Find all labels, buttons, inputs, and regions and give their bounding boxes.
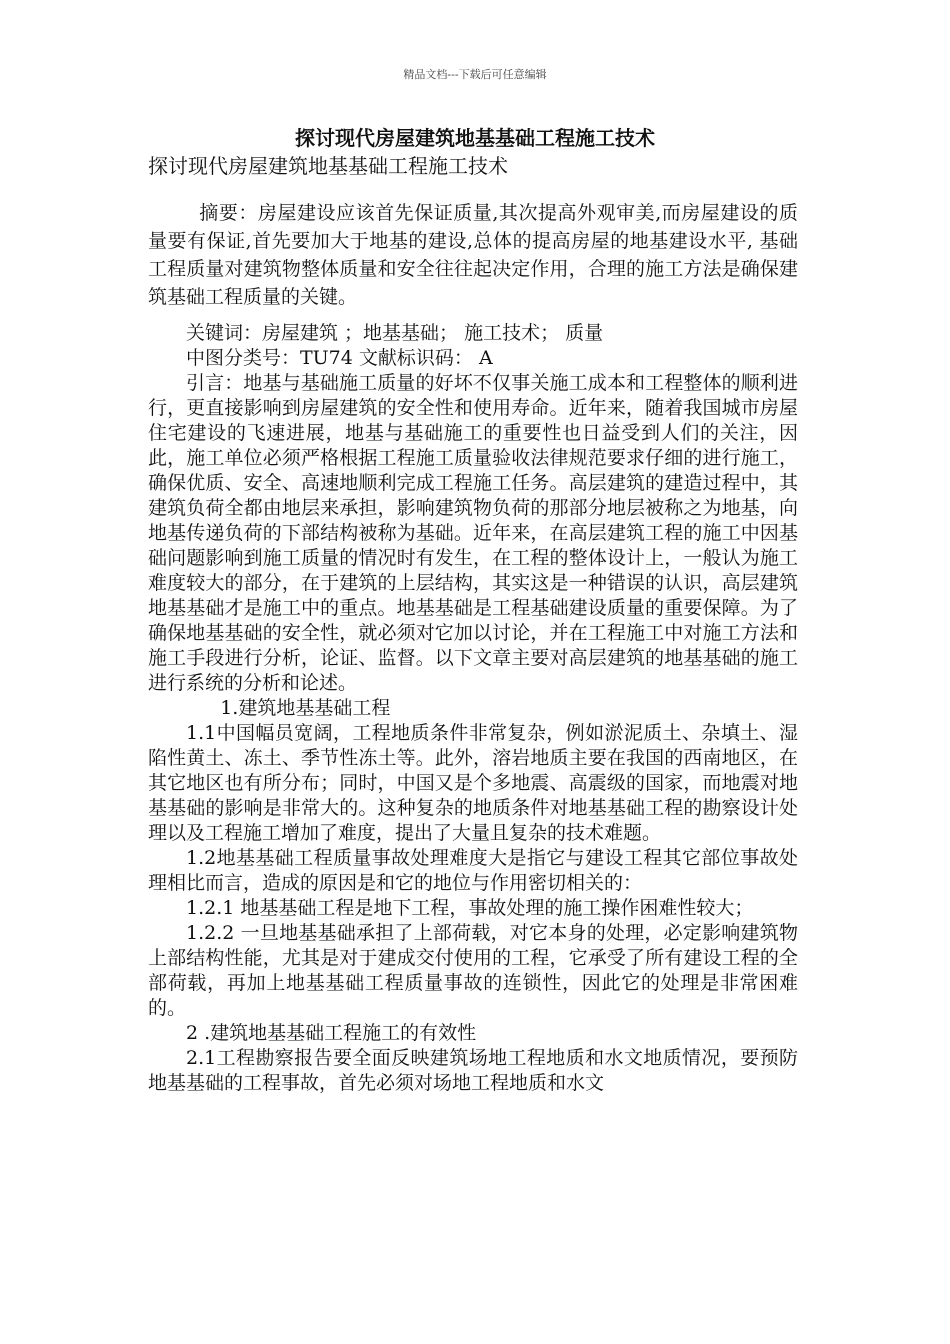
classification-line: 中图分类号：TU74 文献标识码： A <box>186 347 493 369</box>
intro-paragraph: 引言：地基与基础施工质量的好坏不仅事关施工成本和工程整体的顺利进行，更直接影响到房屋建筑的安全性和使用寿命。近年来，随着我国城市房屋住宅建设的飞速进展，地基与基础施工的重要性也日益受到人们的关注，因此，施工单位必须严格根据工程施工质量验收法律规范要求仔细的进行施工，确保优质、安全、高速地顺利完成工程施工任务。高层建筑的建造过程中，其建筑负荷全都由地层来承担，影响建筑物负荷的那部分地层被称之为地基，向地基传递负荷的下部结构被称为基础。近年来，在高层建筑工程的施工中因基础问题影响到施工质量的情况时有发生，在工程的整体设计上，一般认为施工难度较大的部分，在于建筑的上层结构，其实这是一种错误的认识，高层建筑地基基础才是施工中的重点。地基基础是工程基础建设质量的重要保障。为了确保地基基础的安全性，就必须对它加以讨论，并在工程施工中对施工方法和施工手段进行分析，论证、监督。以下文章主要对高层建筑的地基基础的施工进行系统的分析和论述。 <box>148 372 798 694</box>
document-subtitle: 探讨现代房屋建筑地基基础工程施工技术 <box>148 154 508 178</box>
paragraph-1-1: 1.1中国幅员宽阔，工程地质条件非常复杂，例如淤泥质土、杂填土、湿陷性黄土、冻土、季节性冻土等。此外，溶岩地质主要在我国的西南地区，在其它地区也有所分布；同时，中国又是个多地震、高震级的国家，而地震对地基基础的影响是非常大的。这种复杂的地质条件对地基基础工程的勘察设计处理以及工程施工增加了难度，提出了大量且复杂的技术难题。 <box>148 722 798 844</box>
paragraph-1-2: 1.2地基基础工程质量事故处理难度大是指它与建设工程其它部位事故处理相比而言，造成的原因是和它的地位与作用密切相关的： <box>148 847 798 894</box>
paragraph-2-1: 2.1工程勘察报告要全面反映建筑场地工程地质和水文地质情况，要预防地基基础的工程事故，首先必须对场地工程地质和水文 <box>148 1047 798 1094</box>
paragraph-1-2-1: 1.2.1 地基基础工程是地下工程，事故处理的施工操作困难性较大； <box>186 897 754 919</box>
paragraph-1-2-2: 1.2.2 一旦地基基础承担了上部荷载，对它本身的处理，必定影响建筑物上部结构性能，尤其是对于建成交付使用的工程，它承受了所有建设工程的全部荷载，再加上地基基础工程质量事故的连锁性，因此它的处理是非常困难的。 <box>148 922 798 1019</box>
main-body <box>148 321 798 1096</box>
abstract-section <box>148 199 798 311</box>
section-2-heading: 2 .建筑地基基础工程施工的有效性 <box>186 1022 477 1044</box>
keywords-line: 关键词：房屋建筑 ；地基基础； 施工技术； 质量 <box>186 322 604 344</box>
header-note: 精品文档---下载后可任意编辑 <box>403 68 547 81</box>
document-title: 探讨现代房屋建筑地基基础工程施工技术 <box>295 126 655 150</box>
section-1-heading: 1.建筑地基基础工程 <box>220 697 391 719</box>
abstract-paragraph: 摘要：房屋建设应该首先保证质量,其次提高外观审美,而房屋建设的质量要有保证,首先要加大于地基的建设,总体的提高房屋的地基建设水平, 基础工程质量对建筑物整体质量和安全往往起决定作用，合理的施工方法是确保建筑基础工程质量的关键。 <box>148 202 798 308</box>
